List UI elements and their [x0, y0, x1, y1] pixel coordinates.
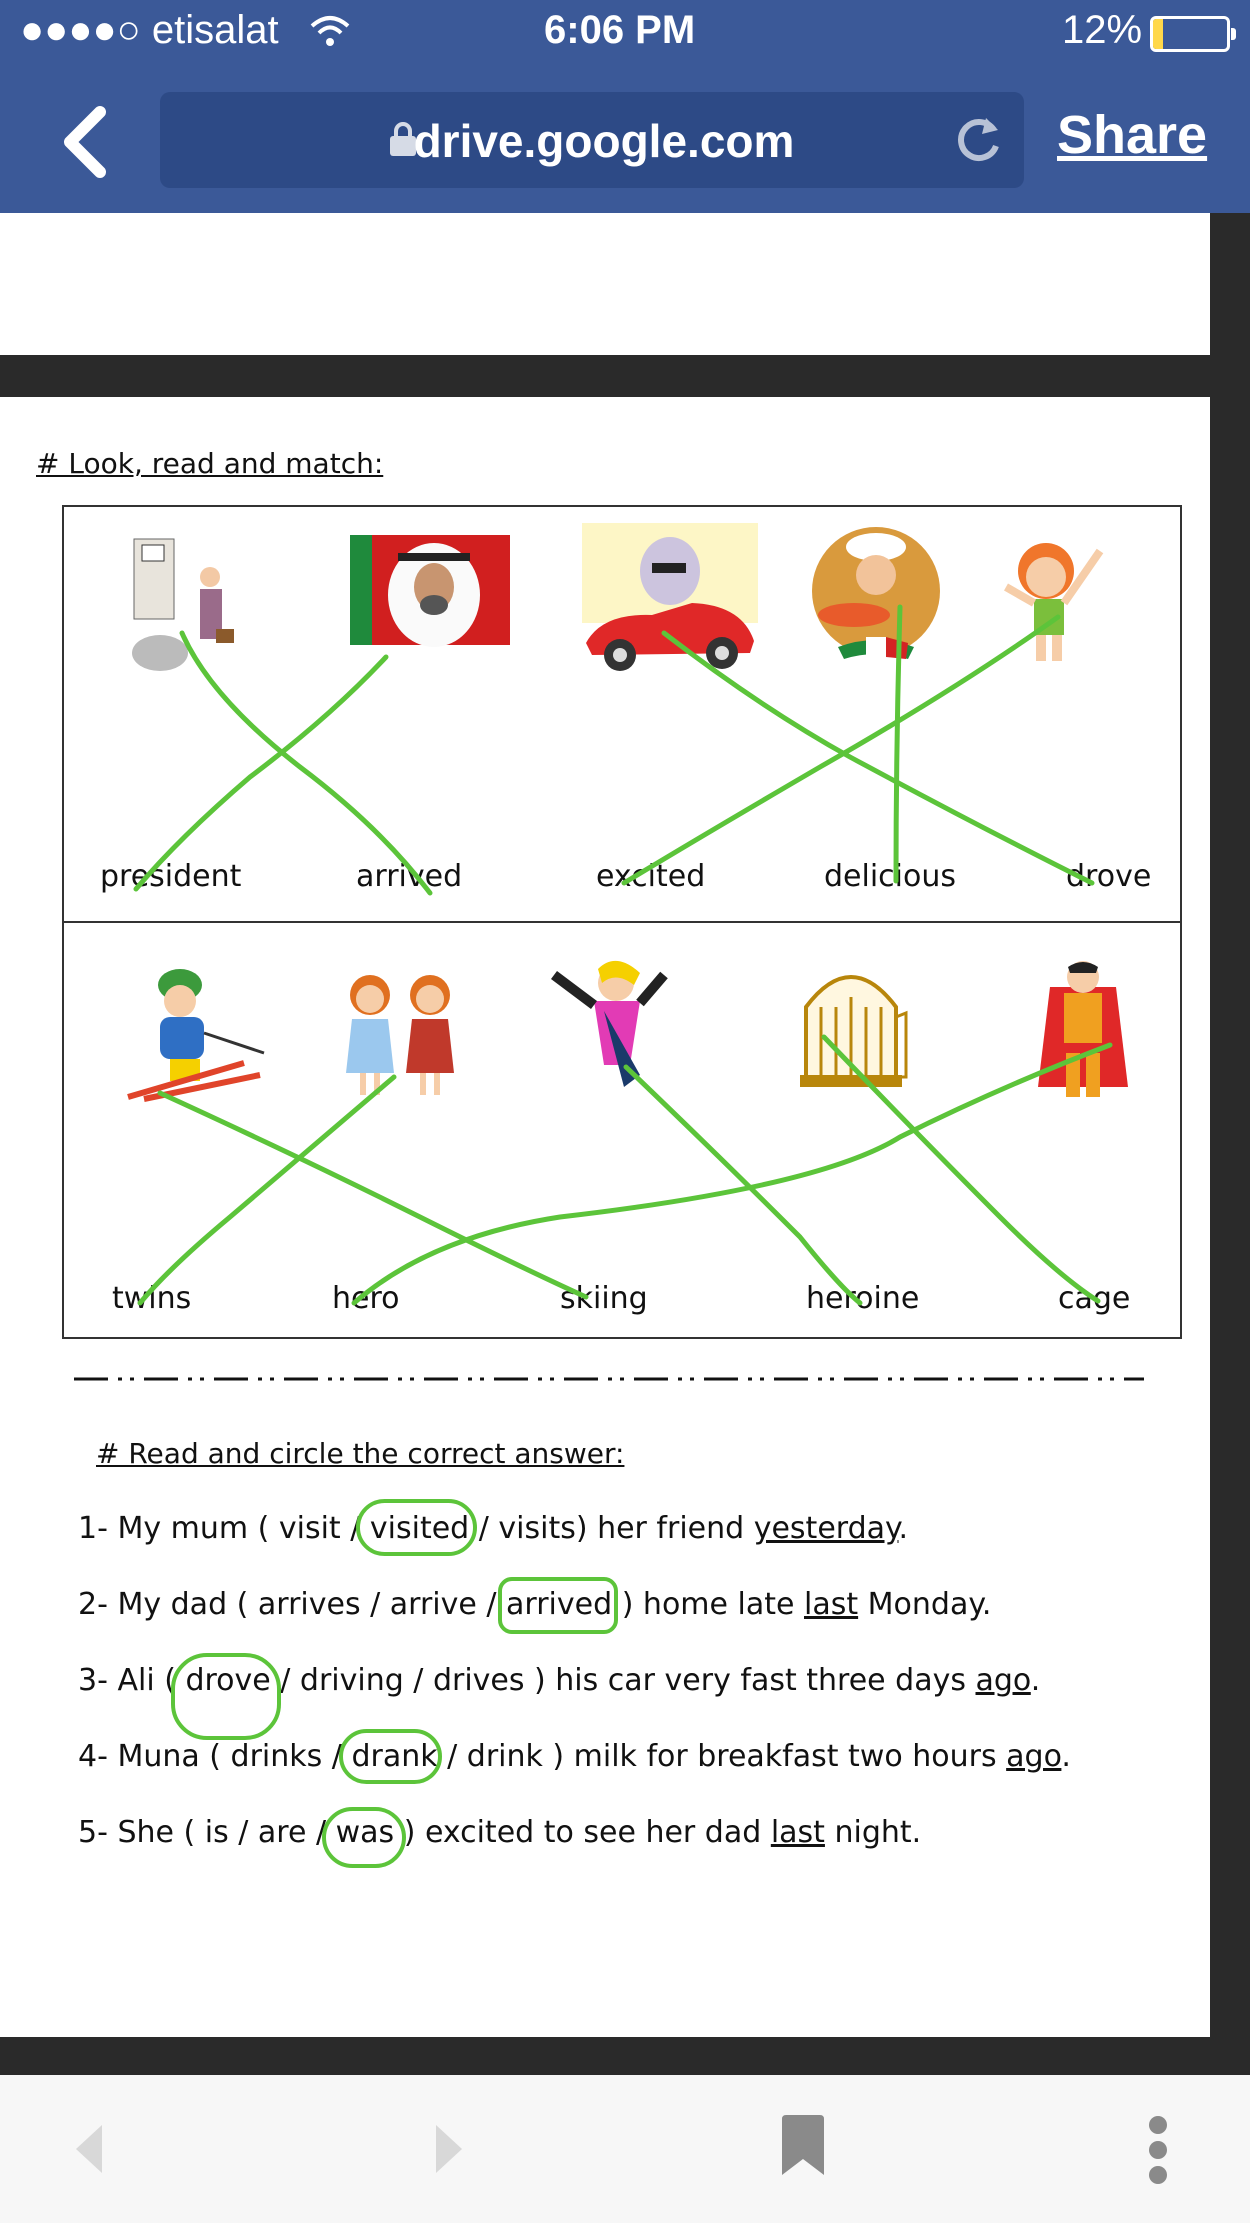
match-word-10: cage: [1058, 1281, 1131, 1316]
circled-answer: drove: [185, 1663, 270, 1698]
underlined-word: ago: [975, 1663, 1031, 1698]
match-word-3: excited: [596, 859, 706, 894]
url-bar[interactable]: [160, 92, 1024, 188]
battery-icon: [1150, 16, 1230, 52]
browser-top-bar: [0, 0, 1250, 213]
match-word-6: twins: [112, 1281, 192, 1316]
sentence-text: ) home late: [612, 1587, 804, 1622]
sentence-text: Muna ( drinks /: [117, 1739, 352, 1774]
sentence-text: She ( is / are /: [117, 1815, 336, 1850]
sentence-text: / visits) her friend: [469, 1511, 754, 1546]
back-nav-icon[interactable]: [70, 2121, 106, 2177]
match-word-9: heroine: [806, 1281, 920, 1316]
underlined-word: last: [770, 1815, 825, 1850]
sentence-text: Ali (: [117, 1663, 186, 1698]
carrier-label: ●●●●○ etisalat: [20, 8, 279, 52]
match-word-4: delicious: [824, 859, 956, 894]
share-button[interactable]: Share: [1057, 105, 1208, 165]
circled-answer: arrived: [506, 1587, 612, 1622]
wifi-icon: [310, 14, 350, 48]
underlined-word: ago: [1006, 1739, 1062, 1774]
forward-nav-icon[interactable]: [432, 2121, 468, 2177]
circled-answer: was: [336, 1815, 395, 1850]
sentence-number: 4-: [78, 1739, 108, 1774]
clock: 6:06 PM: [544, 8, 696, 52]
sentence-text: / drink ) milk for breakfast two hours: [437, 1739, 1007, 1774]
sentence-number: 5-: [78, 1815, 108, 1850]
underlined-word: last: [804, 1587, 859, 1622]
bookmark-icon[interactable]: [780, 2115, 826, 2177]
match-word-7: hero: [332, 1281, 400, 1316]
sentence-text: My dad ( arrives / arrive /: [117, 1587, 507, 1622]
match-word-8: skiing: [560, 1281, 648, 1316]
sentence-text: ) excited to see her dad: [394, 1815, 771, 1850]
circled-answer: drank: [351, 1739, 437, 1774]
match-word-5: drove: [1066, 859, 1152, 894]
browser-bottom-toolbar: [0, 2075, 1250, 2223]
sentence-2: 2- My dad ( arrives / arrive / arrived ) home late last Monday.: [78, 1587, 991, 1622]
separator-line: [74, 1375, 1144, 1385]
url-text: drive.google.com: [413, 115, 795, 167]
sentence-number: 3-: [78, 1663, 108, 1698]
sentence-3: 3- Ali ( drove / driving / drives ) his car very fast three days ago.: [78, 1663, 1040, 1698]
back-icon[interactable]: [60, 106, 110, 178]
underlined-word: yesterday: [753, 1511, 899, 1546]
match-lines-annotation: [0, 397, 1210, 2037]
sentence-text: My mum ( visit /: [117, 1511, 370, 1546]
sentence-1: 1- My mum ( visit / visited / visits) her friend yesterday.: [78, 1511, 908, 1546]
more-options-icon[interactable]: [1142, 2115, 1174, 2185]
pdf-page: [0, 397, 1210, 2037]
section1-heading: # Look, read and match:: [36, 447, 384, 480]
sentence-4: 4- Muna ( drinks / drank / drink ) milk for breakfast two hours ago.: [78, 1739, 1071, 1774]
sentence-text: / driving / drives ) his car very fast three days: [270, 1663, 976, 1698]
battery-percent: 12%: [1062, 8, 1143, 52]
circled-answer: visited: [370, 1511, 469, 1546]
sentence-number: 1-: [78, 1511, 108, 1546]
reload-icon[interactable]: [950, 112, 1006, 168]
section2-heading: # Read and circle the correct answer:: [96, 1437, 625, 1470]
pdf-page-previous: [0, 213, 1210, 355]
match-word-2: arrived: [356, 859, 463, 894]
sentence-number: 2-: [78, 1587, 108, 1622]
sentence-5: 5- She ( is / are / was ) excited to see her dad last night.: [78, 1815, 921, 1850]
match-word-1: president: [100, 859, 242, 894]
